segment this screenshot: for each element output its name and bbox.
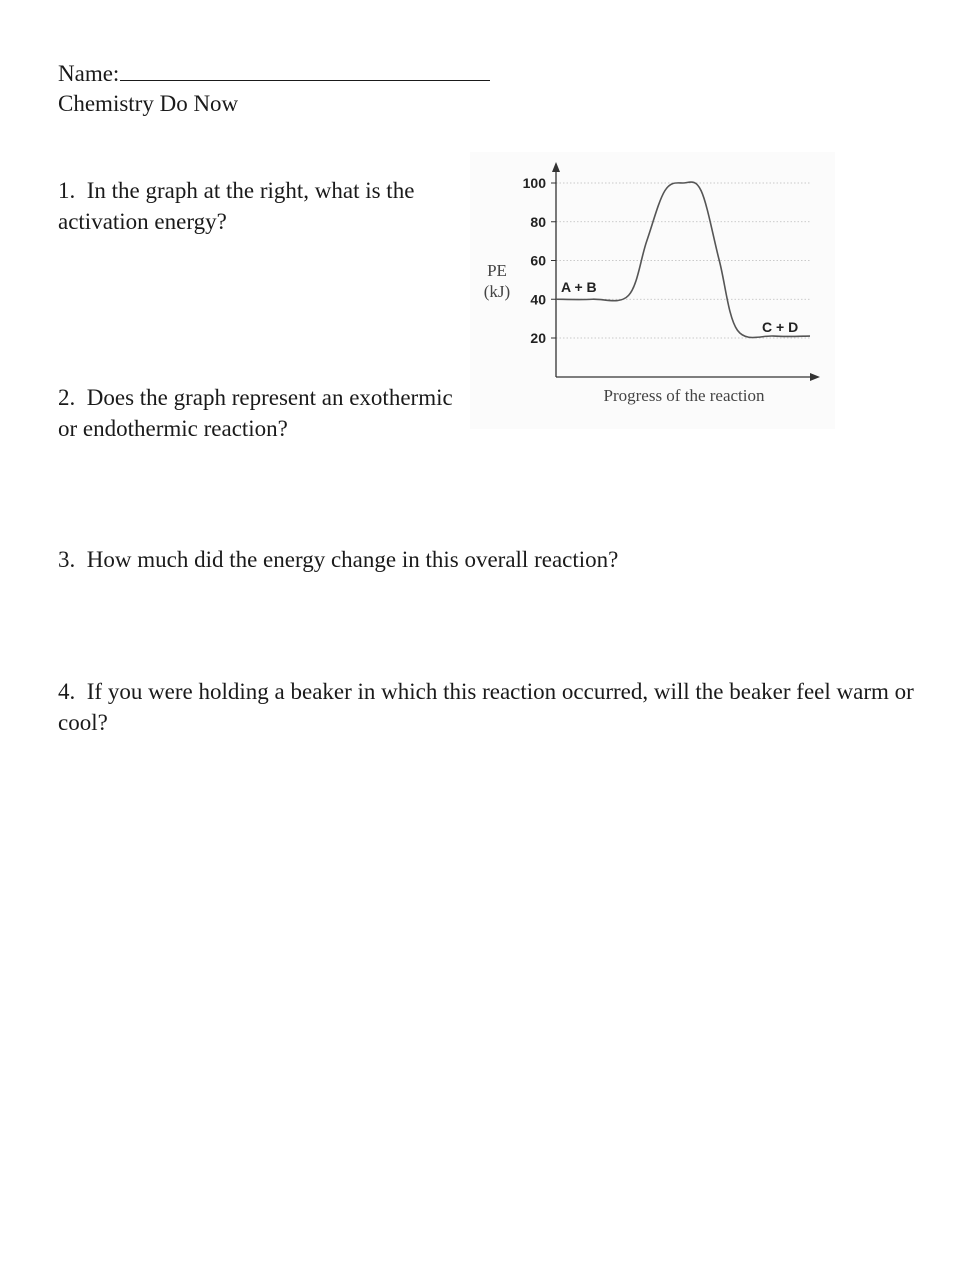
y-tick-label: 20 — [530, 330, 546, 346]
question-text: Does the graph represent an exothermic or endothermic reaction? — [58, 385, 453, 441]
worksheet-title: Chemistry Do Now — [58, 91, 239, 116]
question-number: 3. — [58, 547, 76, 572]
question-text: In the graph at the right, what is the activation energy? — [58, 178, 415, 234]
gridlines — [556, 183, 810, 338]
y-tick-label: 60 — [530, 252, 546, 269]
question-text: If you were holding a beaker in which this reaction occurred, will the beaker feel warm or cool? — [58, 679, 914, 735]
question-text: How much did the energy change in this overall reaction? — [86, 547, 619, 572]
question-number: 1. — [58, 178, 76, 203]
energy-diagram — [470, 152, 835, 429]
y-axis-arrow — [552, 162, 560, 172]
y-axis-label-line2: (kJ) — [483, 282, 511, 301]
x-axis-arrow — [810, 373, 820, 381]
energy-diagram-svg — [470, 152, 835, 429]
name-blank — [120, 56, 490, 81]
reactants-label: A + B — [561, 279, 597, 295]
name-line — [58, 56, 490, 89]
products-label: C + D — [762, 319, 799, 335]
x-axis-label: Progress of the reaction — [603, 386, 765, 405]
y-tick-label: 80 — [530, 213, 546, 230]
question-3 — [58, 544, 918, 575]
question-4 — [58, 676, 918, 738]
y-axis-label-line1: PE — [487, 261, 507, 280]
y-ticks — [523, 175, 556, 346]
question-number: 2. — [58, 385, 76, 410]
energy-curve — [556, 182, 810, 338]
question-2 — [58, 382, 458, 444]
y-tick-label: 100 — [522, 175, 546, 191]
question-number: 4. — [58, 679, 76, 704]
y-tick-label: 40 — [530, 291, 546, 308]
question-1 — [58, 175, 458, 237]
name-label: Name: — [58, 61, 120, 86]
